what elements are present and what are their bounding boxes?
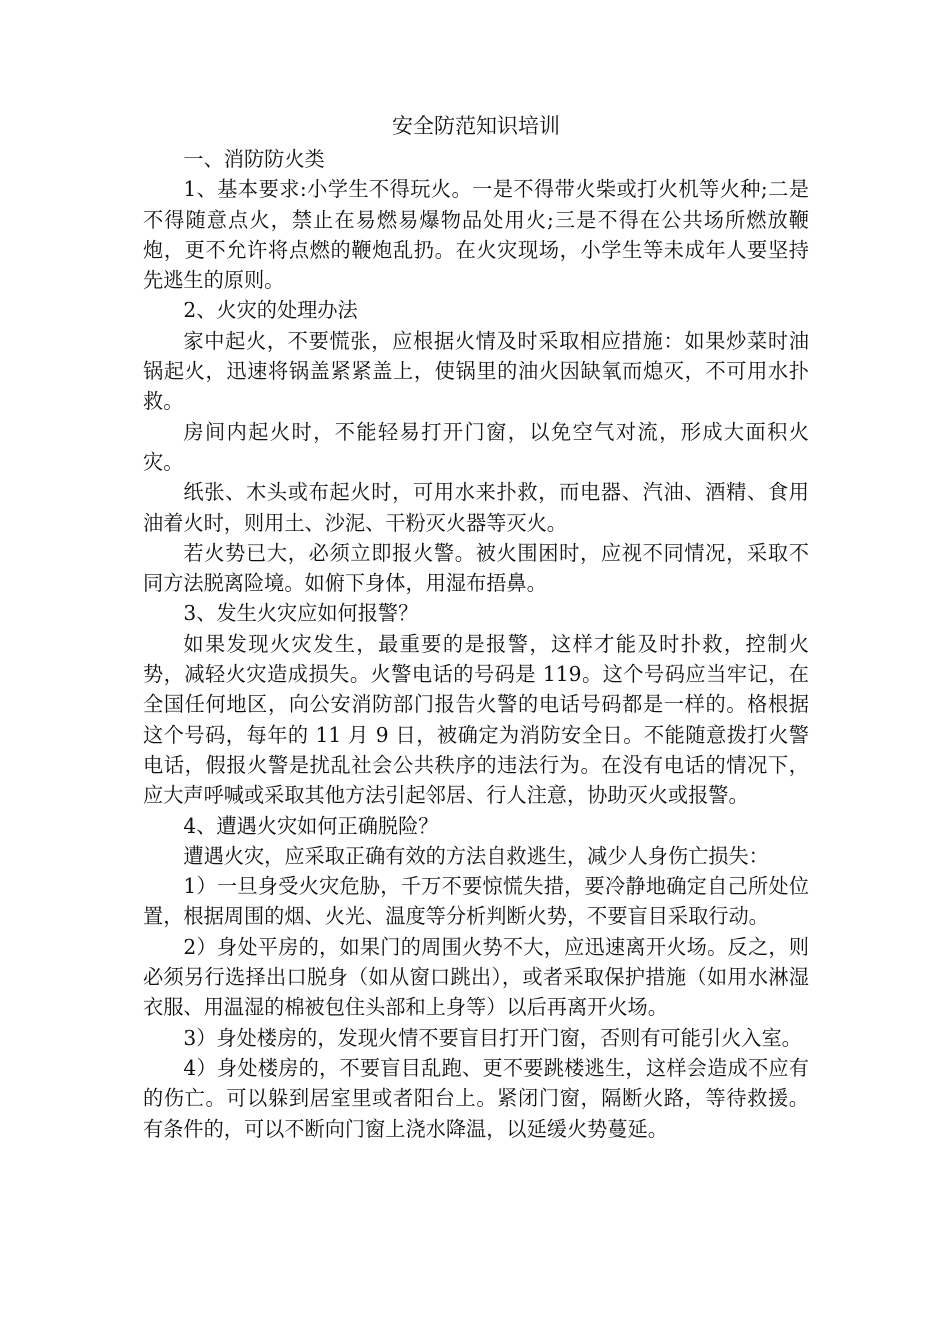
list-item-escape-4: 4）身处楼房的，不要盲目乱跑、更不要跳楼逃生，这样会造成不应有的伤亡。可以躲到居室里或者阳台上。紧闭门窗，隔断火路，等待救援。有条件的，可以不断向门窗上浇水降温，以延缓火势蔓延。 [143, 1055, 809, 1141]
paragraph-room-fire: 房间内起火时，不能轻易打开门窗，以免空气对流，形成大面积火灾。 [143, 419, 809, 474]
paragraph-basic-requirements: 1、基本要求:小学生不得玩火。一是不得带火柴或打火机等火种;二是不得随意点火，禁止在易燃易爆物品处用火;三是不得在公共场所燃放鞭炮，更不允许将点燃的鞭炮乱扔。在火灾现场，小学生等未成年人要坚持先逃生的原则。 [143, 177, 809, 293]
subheading-fire-handling: 2、火灾的处理办法 [183, 298, 358, 323]
paragraph-report-fire: 如果发现火灾发生，最重要的是报警，这样才能及时扑救，控制火势，减轻火灾造成损失。火警电话的号码是 119。这个号码应当牢记，在全国任何地区，向公安消防部门报告火警的电话号码都是一样的。格根据这个号码，每年的 11 月 9 日，被确定为消防安全日。不能随意拨打火警电话，假报火警是扰乱社会公共秩序的违法行为。在没有电话的情况下，应大声呼喊或采取其他方法引起邻居、行人注意，协助灭火或报警。 [143, 631, 809, 808]
document-body [143, 111, 809, 1144]
paragraph-home-fire: 家中起火，不要慌张，应根据火情及时采取相应措施：如果炒菜时油锅起火，迅速将锅盖紧紧盖上，使锅里的油火因缺氧而熄灭，不可用水扑救。 [143, 328, 809, 414]
document-title: 安全防范知识培训 [392, 114, 560, 138]
subheading-escape: 4、遭遇火灾如何正确脱险？ [183, 813, 439, 838]
list-item-escape-1: 1）一旦身受火灾危胁，千万不要惊慌失措，要冷静地确定自己所处位置，根据周围的烟、火光、温度等分析判断火势，不要盲目采取行动。 [143, 874, 809, 929]
section-heading-fire-prevention: 一、消防防火类 [183, 147, 325, 171]
paragraph-material-fire: 纸张、木头或布起火时，可用水来扑救，而电器、汽油、酒精、食用油着火时，则用土、沙泥、干粉灭火器等灭火。 [143, 480, 809, 535]
paragraph-large-fire: 若火势已大，必须立即报火警。被火围困时，应视不同情况，采取不同方法脱离险境。如俯下身体，用湿布捂鼻。 [143, 540, 809, 596]
list-item-escape-2: 2）身处平房的，如果门的周围火势不大，应迅速离开火场。反之，则必须另行选择出口脱身（如从窗口跳出），或者采取保护措施（如用水淋湿衣服、用温湿的棉被包住头部和上身等）以后再离开火场。 [143, 934, 809, 1020]
paragraph-escape-intro: 遭遇火灾，应采取正确有效的方法自救逃生，减少人身伤亡损失： [183, 843, 769, 868]
list-item-escape-3: 3）身处楼房的，发现火情不要盲目打开门窗，否则有可能引火入室。 [183, 1025, 802, 1050]
subheading-report-fire: 3、发生火灾应如何报警？ [183, 601, 419, 626]
